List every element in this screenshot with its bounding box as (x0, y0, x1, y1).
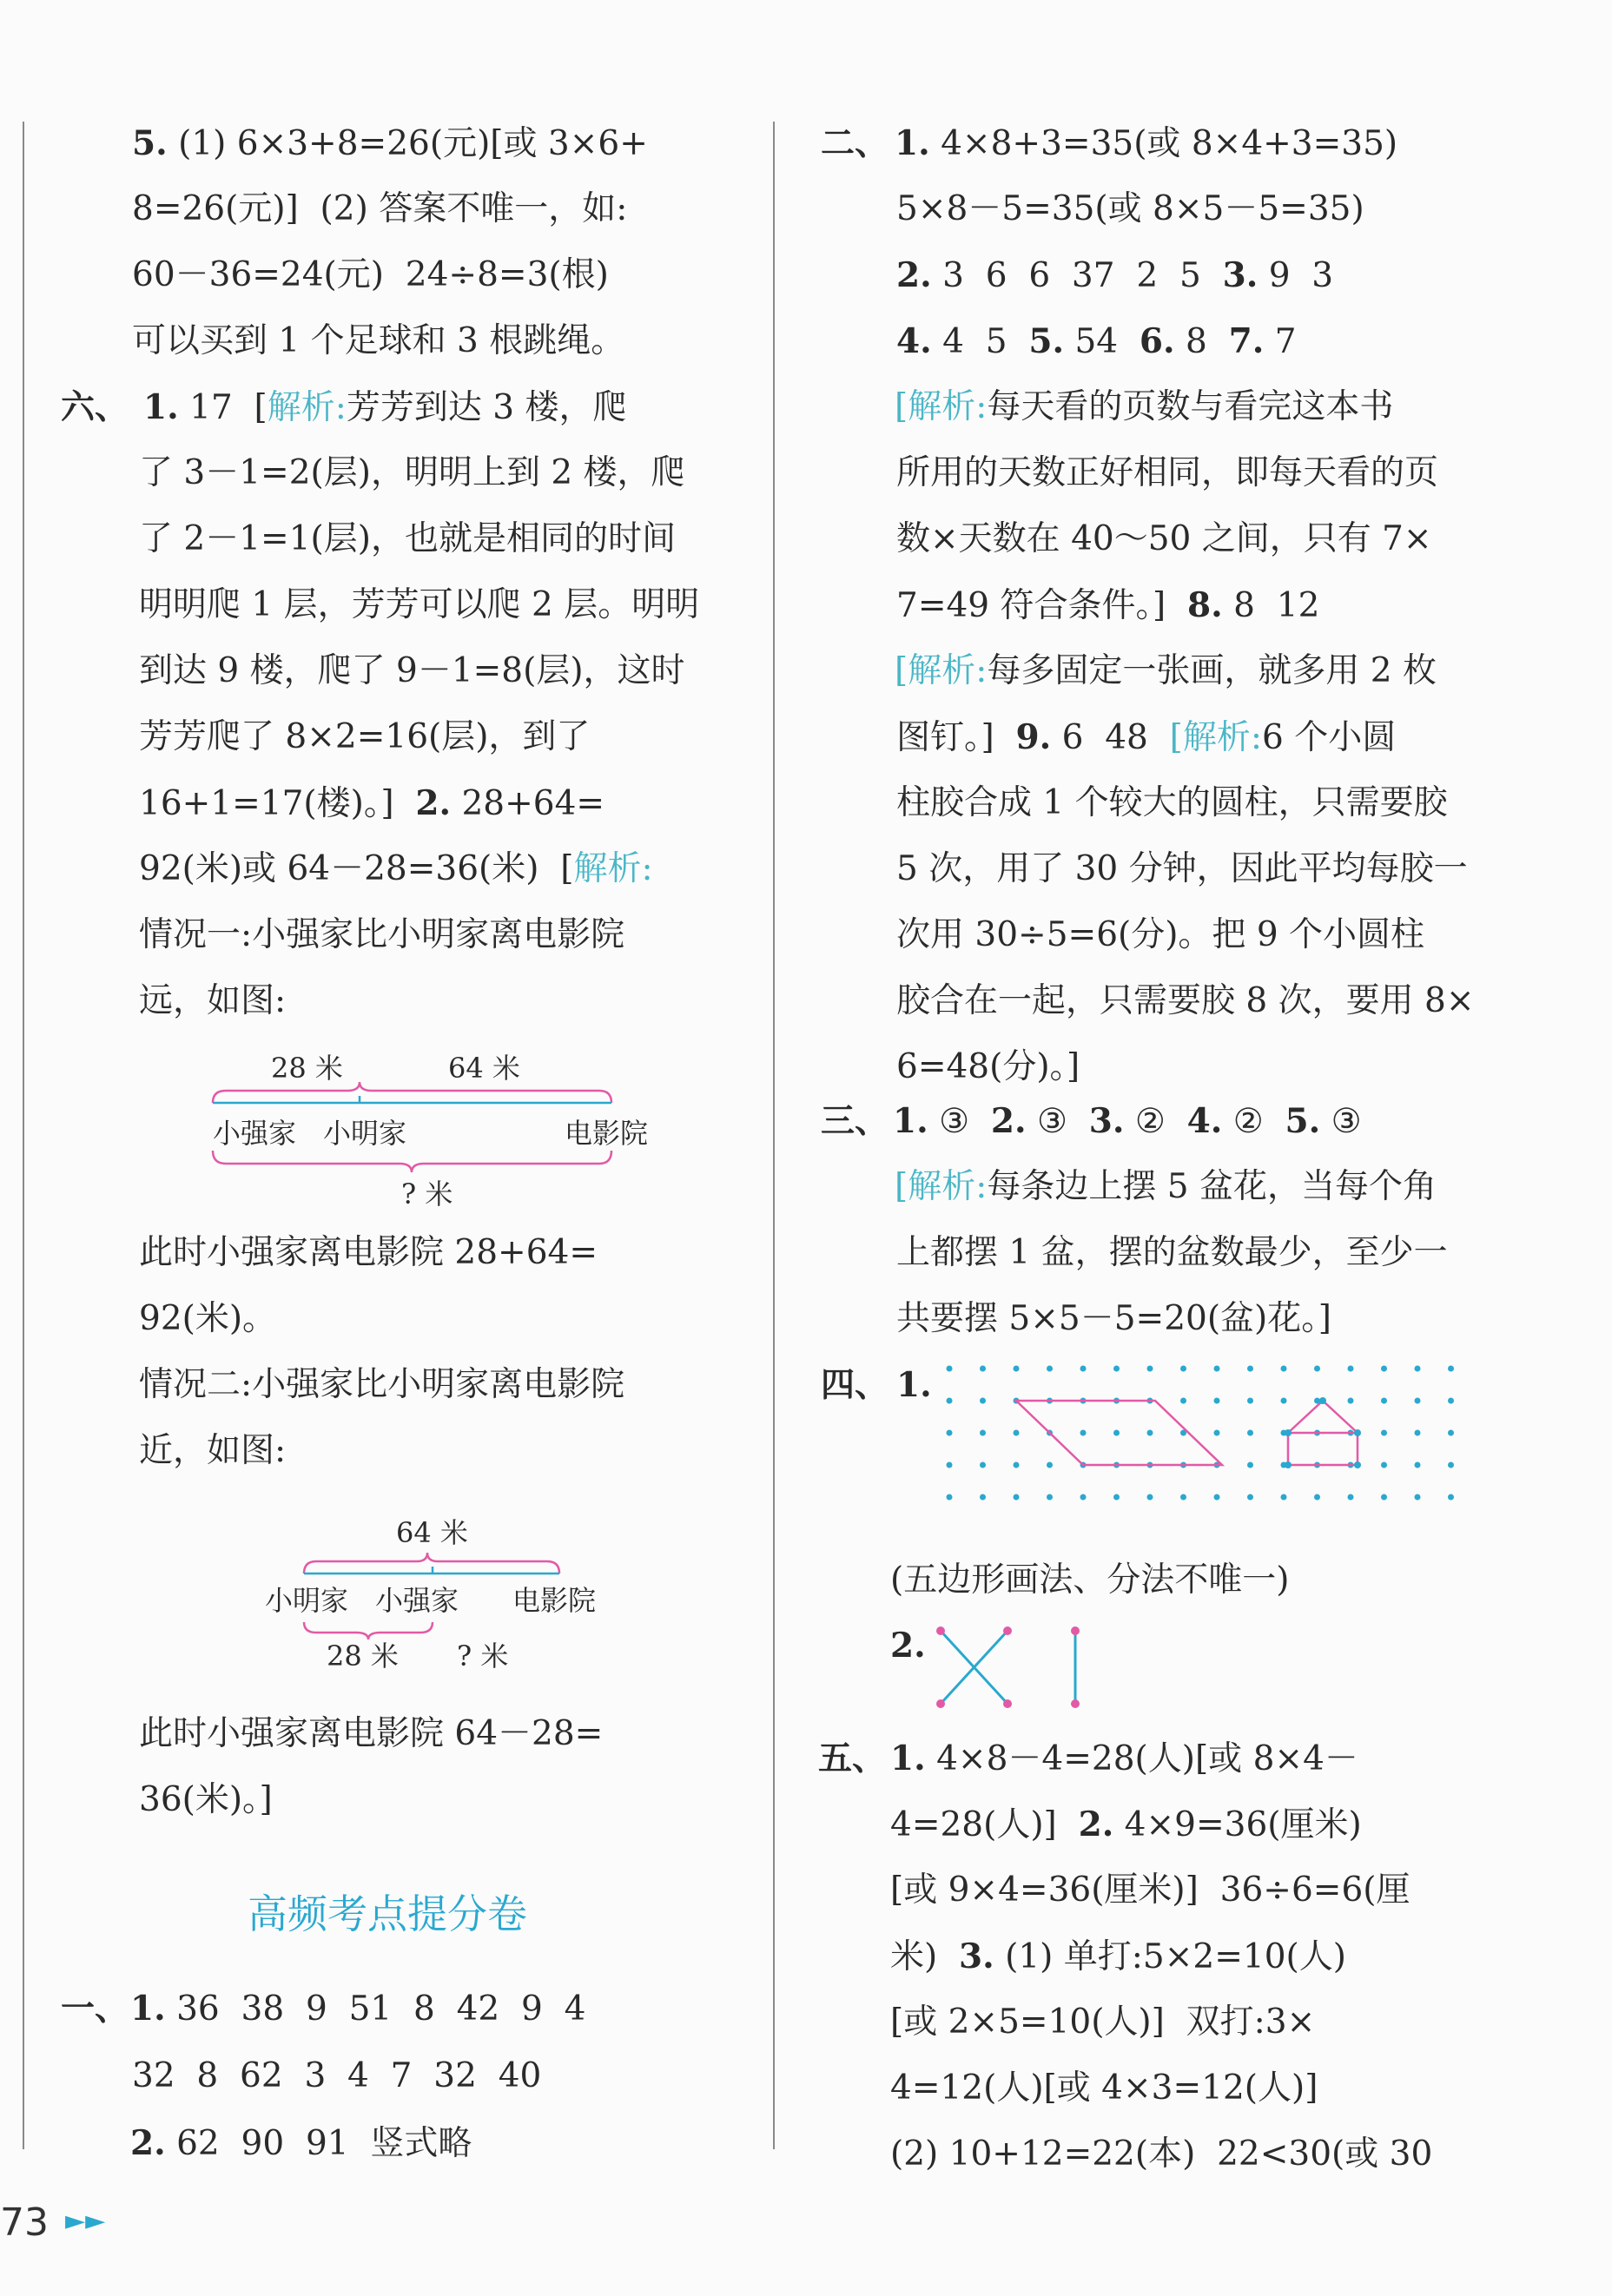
grid-dot (1415, 1366, 1421, 1372)
grid-dot (1381, 1494, 1387, 1501)
four-2-figure (941, 1631, 1075, 1704)
analysis-tag: 解析: (573, 849, 653, 888)
grid-dot (1147, 1366, 1153, 1372)
q5-line-3: 60－36=24(元) 24÷8=3(根) (132, 255, 609, 294)
diagram2-unknown: ? 米 (457, 1640, 509, 1673)
two-line-10: 图钉。] 9. 6 48 [解析:6 个小圆 (896, 717, 1397, 757)
section-four-label: 四、 (821, 1365, 889, 1405)
section-title: 高频考点提分卷 (248, 1890, 527, 1937)
grid-dot (1147, 1494, 1153, 1501)
case2-line-2: 近，如图: (139, 1431, 287, 1470)
six-line-7: 16+1=17(楼)。] 2. 28+64= (139, 783, 605, 823)
two-line-3: 2. 3 6 6 37 2 5 3. 9 3 (896, 255, 1334, 295)
grid-dot (1214, 1366, 1220, 1372)
grid-dot (1247, 1366, 1253, 1372)
grid-dot (1014, 1430, 1020, 1436)
two-line-7: 数×天数在 40～50 之间，只有 7× (896, 519, 1432, 558)
grid-dot (1113, 1494, 1120, 1501)
grid-dot (1415, 1430, 1421, 1436)
five-line-5: [或 2×5=10(人)] 双打:3× (890, 2002, 1316, 2042)
drawn-pentagon (1288, 1401, 1358, 1465)
case1-line-2: 远，如图: (139, 981, 287, 1020)
diagram2-cinema: 电影院 (512, 1584, 597, 1617)
grid-dot (947, 1366, 953, 1372)
grid-dot (1448, 1494, 1454, 1501)
grid-dot (1047, 1462, 1053, 1468)
grid-dot (1247, 1494, 1253, 1501)
analysis-tag: [解析: (895, 387, 988, 426)
diagram1-home-a: 小强家 (213, 1117, 297, 1150)
grid-dot (1415, 1398, 1421, 1404)
page-number: 73 (0, 2200, 49, 2245)
six-line-8: 92(米)或 64－28=36(米) [解析: (139, 849, 653, 888)
four-2-endpoints (936, 1626, 1080, 1708)
two-line-1: 1. 4×8+3=35(或 8×4+3=35) (895, 123, 1398, 163)
grid-dot (1381, 1398, 1387, 1404)
six-line-3: 了 2－1=1(层)，也就是相同的时间 (139, 519, 676, 558)
one-line-2: 32 8 62 3 4 7 32 40 (132, 2056, 542, 2095)
grid-dot (980, 1430, 986, 1436)
three-line-1: 1. ③ 2. ③ 3. ② 4. ② 5. ③ (893, 1101, 1362, 1141)
diagram1-label-28m: 28 米 (271, 1052, 343, 1085)
grid-dot (1281, 1366, 1287, 1372)
grid-dot (1314, 1494, 1320, 1501)
grid-dot (947, 1430, 953, 1436)
case1-line-1: 情况一:小强家比小明家离电影院 (139, 915, 625, 954)
five-line-6: 4=12(人)[或 4×3=12(人)] (890, 2068, 1318, 2108)
diagram2-home-a: 小明家 (265, 1584, 349, 1617)
grid-dot (1448, 1398, 1454, 1404)
diagram1-home-b: 小明家 (323, 1117, 407, 1150)
q5-line-1: 5. (1) 6×3+8=26(元)[或 3×6+ (132, 123, 648, 163)
grid-dot (1348, 1398, 1354, 1404)
three-line-2: [解析:每条边上摆 5 盆花，当每个角 (895, 1167, 1437, 1206)
four-1-number: 1. (896, 1365, 932, 1405)
q5-line-2: 8=26(元)] (2) 答案不唯一，如: (132, 189, 628, 228)
grid-dot (1348, 1494, 1354, 1501)
section-three-label: 三、 (821, 1101, 889, 1141)
four-2-number: 2. (890, 1626, 926, 1666)
q5-line-4: 可以买到 1 个足球和 3 根跳绳。 (132, 321, 625, 360)
five-line-7: (2) 10+12=22(本) 22<30(或 30 (890, 2134, 1433, 2174)
two-line-13: 次用 30÷5=6(分)。把 9 个小圆柱 (896, 915, 1425, 954)
grid-dot (1247, 1430, 1253, 1436)
grid-dot (1014, 1366, 1020, 1372)
six-line-2: 了 3－1=2(层)，明明上到 2 楼，爬 (139, 453, 685, 492)
two-line-8: 7=49 符合条件。] 8. 8 12 (896, 585, 1320, 625)
diagram2-label-28m: 28 米 (327, 1640, 399, 1673)
diagram1-cinema: 电影院 (565, 1117, 649, 1150)
case2-line-1: 情况二:小强家比小明家离电影院 (139, 1365, 625, 1404)
six-line-4: 明明爬 1 层，芳芳可以爬 2 层。明明 (139, 585, 700, 624)
one-line-1: 1. 36 38 9 51 8 42 9 4 (130, 1989, 586, 2029)
grid-dot (1214, 1494, 1220, 1501)
q5-number: 5. (132, 123, 168, 163)
section-five-label: 五、 (818, 1738, 887, 1778)
grid-dot (1314, 1366, 1320, 1372)
case2-after-2: 36(米)。] (139, 1780, 273, 1819)
analysis-tag: [解析: (895, 1167, 988, 1206)
grid-dot (1047, 1366, 1053, 1372)
grid-dot (1147, 1430, 1153, 1436)
grid-dot (1214, 1430, 1220, 1436)
grid-dot (1180, 1398, 1186, 1404)
grid-dot (1014, 1494, 1020, 1501)
grid-dot (1448, 1430, 1454, 1436)
section-one-label: 一、 (61, 1989, 129, 2029)
grid-dot (1247, 1398, 1253, 1404)
case1-after-1: 此时小强家离电影院 28+64= (139, 1233, 598, 1272)
two-line-6: 所用的天数正好相同，即每天看的页 (896, 453, 1439, 492)
grid-dot (1047, 1494, 1053, 1501)
grid-dot (1113, 1366, 1120, 1372)
diagram1-unknown: ? 米 (401, 1178, 453, 1211)
grid-dot (1247, 1462, 1253, 1468)
diagram2-label-64m: 64 米 (396, 1516, 468, 1549)
two-line-4: 4. 4 5 5. 54 6. 8 7. 7 (896, 321, 1297, 361)
grid-dot (980, 1398, 986, 1404)
diagram1-figure (213, 1082, 611, 1172)
grid-dot (1180, 1494, 1186, 1501)
one-line-3: 2. 62 90 91 竖式略 (130, 2123, 472, 2163)
five-line-3: [或 9×4=36(厘米)] 36÷6=6(厘 (890, 1870, 1410, 1910)
grid-dot (947, 1398, 953, 1404)
grid-dot (980, 1462, 986, 1468)
grid-dot (1381, 1366, 1387, 1372)
three-line-3: 上都摆 1 盆，摆的盆数最少，至少一 (896, 1233, 1448, 1272)
six-line-5: 到达 9 楼，爬了 9－1=8(层)，这时 (139, 651, 685, 690)
diagram2-home-b: 小强家 (375, 1584, 459, 1617)
section-six-label: 六、 (61, 387, 129, 427)
grid-dot (980, 1366, 986, 1372)
analysis-tag: 解析: (267, 388, 347, 427)
forward-arrow-icon: ►► (65, 2206, 106, 2236)
two-line-2: 5×8－5=35(或 8×5－5=35) (896, 189, 1364, 228)
case1-after-2: 92(米)。 (139, 1299, 277, 1338)
two-line-11: 柱胶合成 1 个较大的圆柱，只需要胶 (896, 783, 1448, 822)
analysis-tag: [解析: (895, 651, 988, 690)
two-line-5: [解析:每天看的页数与看完这本书 (895, 387, 1394, 426)
grid-dot (1080, 1494, 1087, 1501)
grid-dot (1180, 1366, 1186, 1372)
analysis-tag: [解析: (1169, 718, 1263, 757)
two-line-9: [解析:每多固定一张画，就多用 2 枚 (895, 651, 1437, 690)
grid-dot (947, 1494, 953, 1501)
five-line-2: 4=28(人)] 2. 4×9=36(厘米) (890, 1804, 1362, 1844)
grid-dot (1381, 1462, 1387, 1468)
grid-dot (1415, 1462, 1421, 1468)
grid-dot (1448, 1366, 1454, 1372)
grid-dot (947, 1462, 953, 1468)
three-line-4: 共要摆 5×5－5=20(盆)花。] (896, 1299, 1331, 1338)
grid-dot (1415, 1494, 1421, 1501)
grid-dot (1113, 1430, 1120, 1436)
five-line-1: 1. 4×8－4=28(人)[或 8×4－ (890, 1738, 1358, 1778)
five-line-4: 米) 3. (1) 单打:5×2=10(人) (890, 1936, 1346, 1976)
grid-dot (1381, 1430, 1387, 1436)
grid-dot (980, 1494, 986, 1501)
two-line-12: 5 次，用了 30 分钟，因此平均每胶一 (896, 849, 1468, 888)
six-line-1: 1. 17 [解析:芳芳到达 3 楼，爬 (143, 387, 627, 427)
six-line-6: 芳芳爬了 8×2=16(层)，到了 (139, 717, 591, 756)
diagram1-label-64m: 64 米 (448, 1052, 520, 1085)
grid-dot (1348, 1366, 1354, 1372)
grid-dot (1080, 1366, 1087, 1372)
two-line-15: 6=48(分)。] (896, 1047, 1080, 1086)
grid-dot (1014, 1462, 1020, 1468)
grid-dot (1281, 1398, 1287, 1404)
grid-dot (1448, 1462, 1454, 1468)
dot-grid (947, 1366, 1455, 1501)
grid-dot (1281, 1494, 1287, 1501)
two-line-14: 胶合在一起，只需要胶 8 次，要用 8× (896, 981, 1475, 1020)
diagram2-figure (304, 1553, 559, 1640)
section-two-label: 二、 (821, 123, 889, 163)
case2-after-1: 此时小强家离电影院 64－28= (139, 1714, 604, 1753)
grid-dot (1214, 1398, 1220, 1404)
grid-dot (1080, 1430, 1087, 1436)
four-note: (五边形画法、分法不唯一) (890, 1560, 1290, 1600)
